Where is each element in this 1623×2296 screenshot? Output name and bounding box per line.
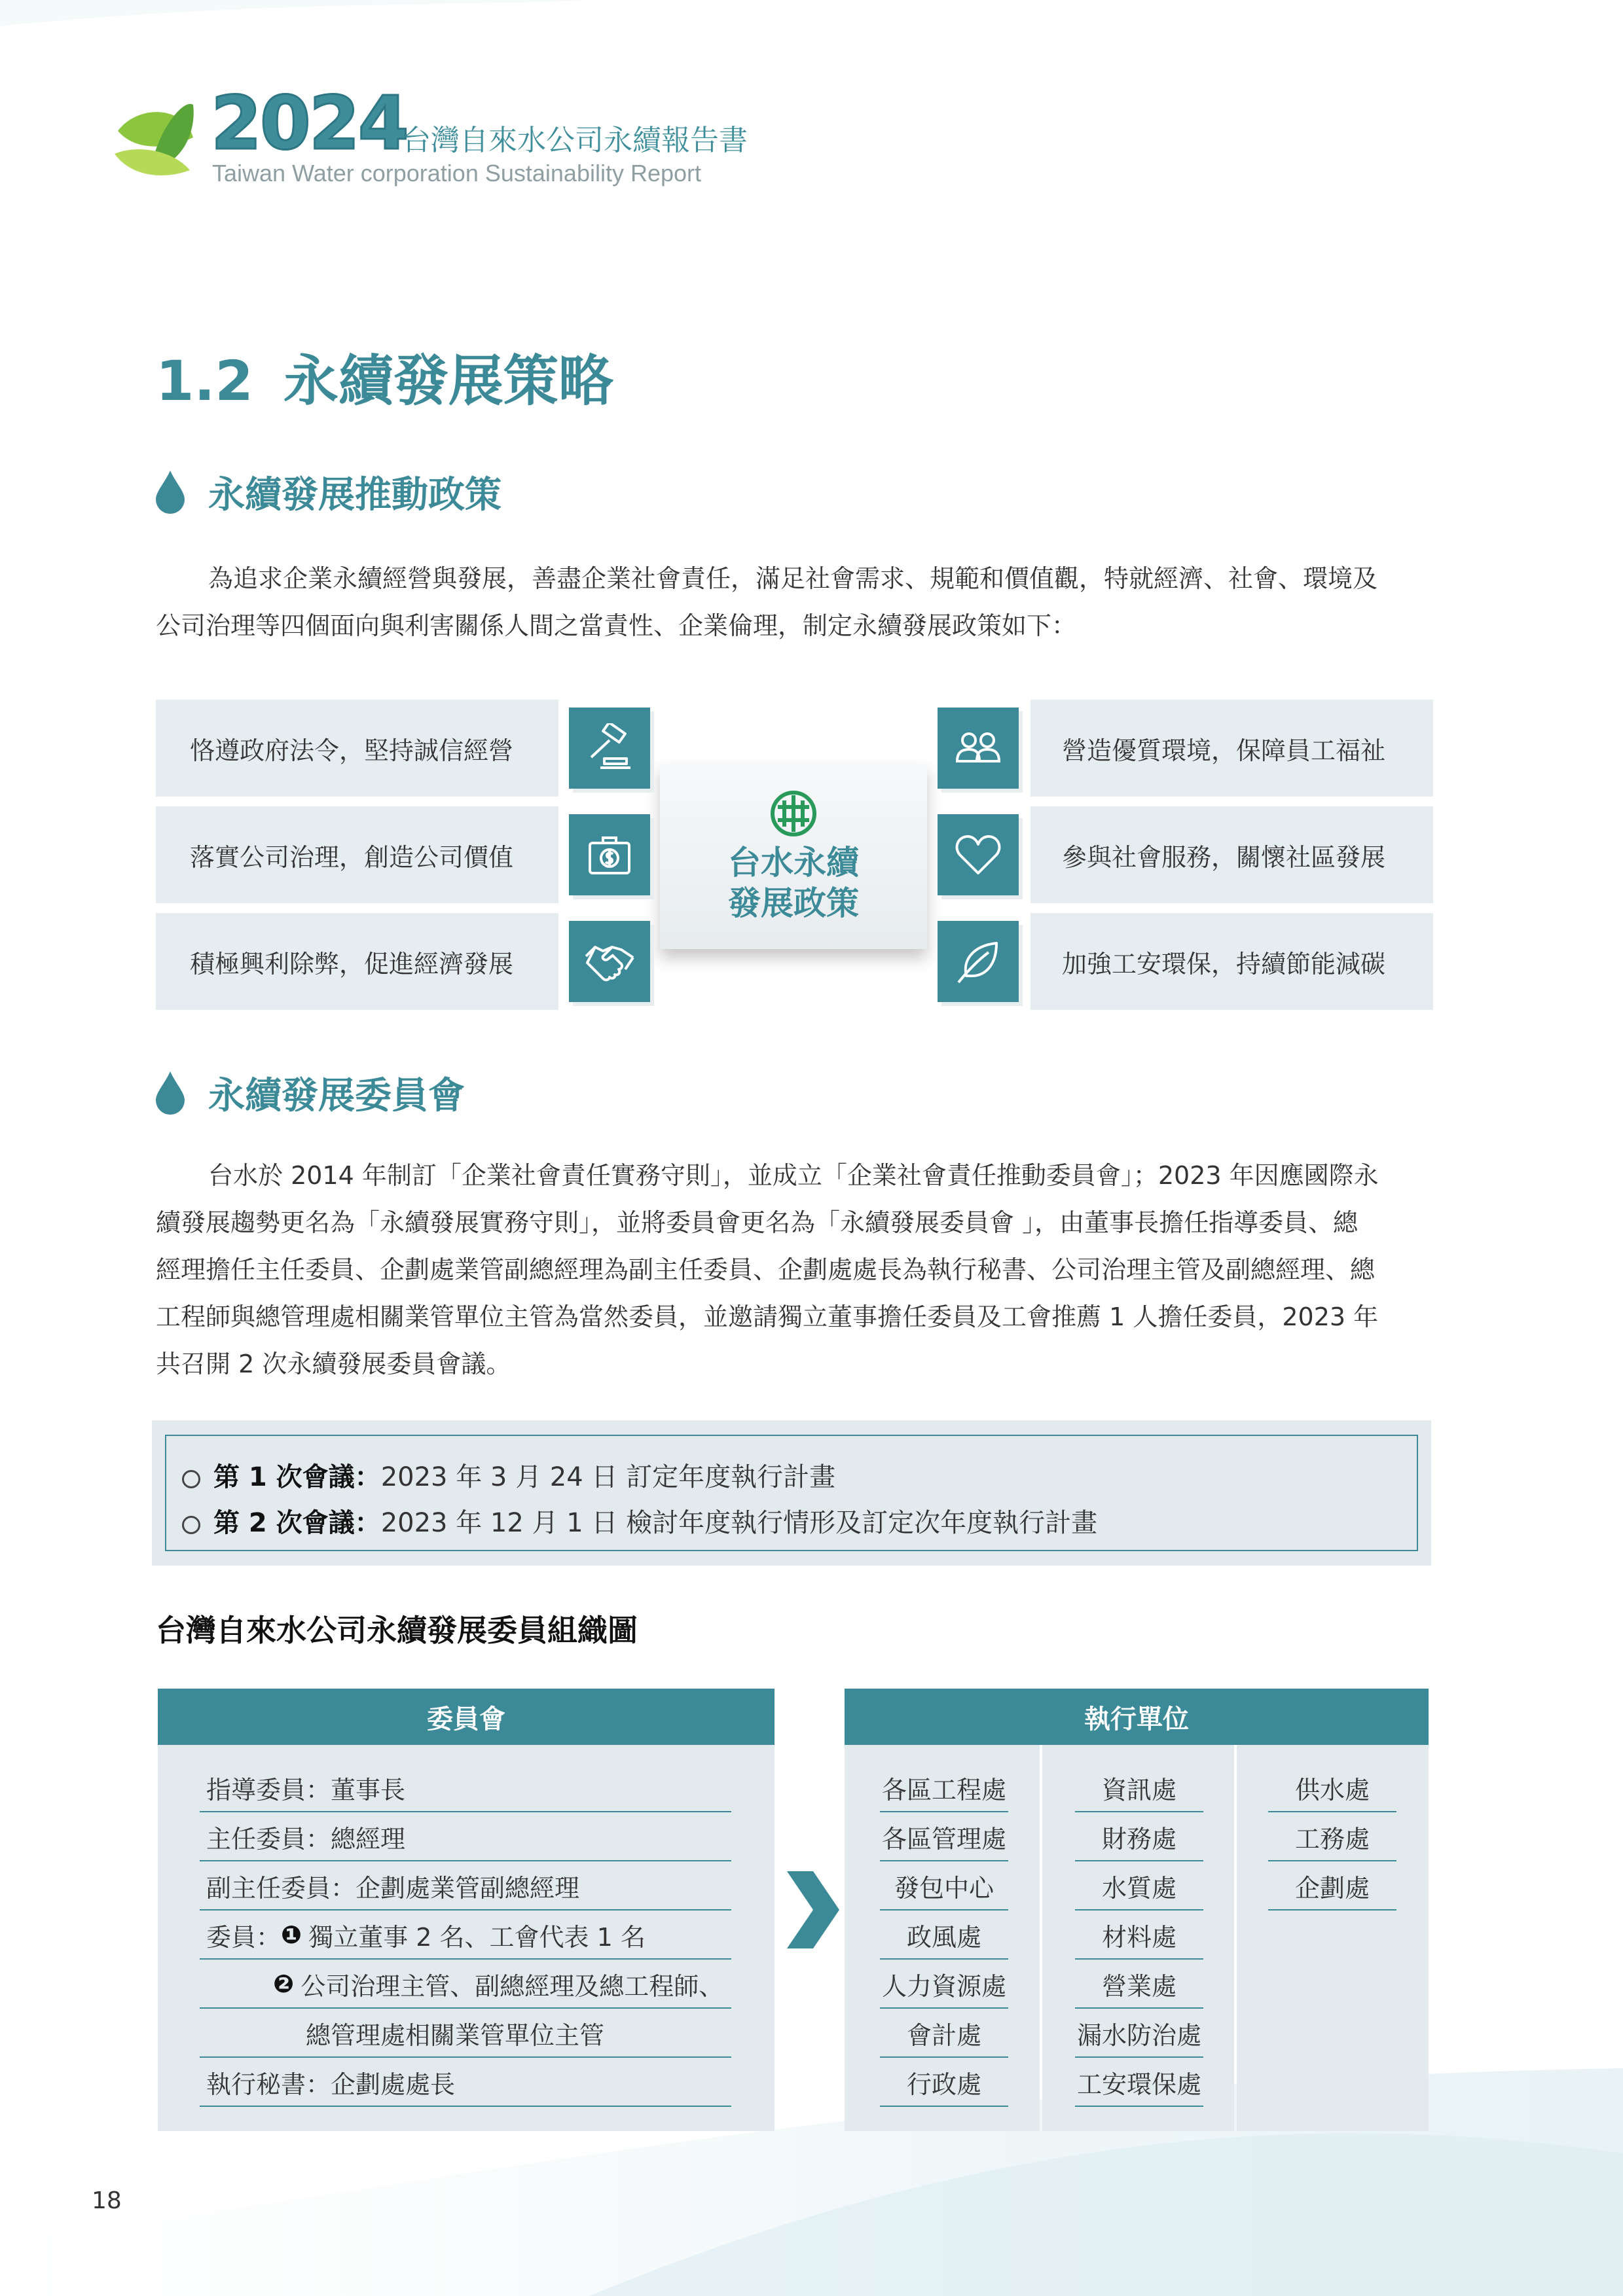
unit-cell: 企劃處 bbox=[1268, 1862, 1396, 1910]
unit-cell: 發包中心 bbox=[880, 1862, 1008, 1910]
policy-item-left-2: 落實公司治理，創造公司價值 bbox=[156, 806, 558, 903]
meeting-label: 第 2 次會議： bbox=[213, 1508, 381, 1538]
leaf-icon bbox=[938, 921, 1019, 1002]
meeting-item bbox=[213, 1500, 1417, 1546]
unit-cell: 工安環保處 bbox=[1075, 2058, 1203, 2107]
unit-cell: 資訊處 bbox=[1075, 1764, 1203, 1812]
org-chart-title: 台灣自來水公司永續發展委員組織圖 bbox=[156, 1613, 638, 1648]
unit-cell: 會計處 bbox=[880, 2009, 1008, 2058]
unit-cell: 政風處 bbox=[880, 1911, 1008, 1960]
policy-heading bbox=[156, 466, 501, 518]
committee-row: 副主任委員：企劃處業管副總經理 bbox=[200, 1862, 731, 1910]
unit-cell: 人力資源處 bbox=[880, 1960, 1008, 2009]
people-icon bbox=[938, 708, 1019, 789]
committee-row: 主任委員：總經理 bbox=[200, 1813, 731, 1861]
committee-member-text: 公司治理主管、副總經理及總工程師、 bbox=[301, 1971, 724, 2001]
committee-heading bbox=[156, 1067, 465, 1119]
committee-member-label: 委員： bbox=[206, 1922, 282, 1952]
gavel-icon bbox=[569, 708, 650, 789]
taiwan-water-logo-icon bbox=[769, 789, 818, 838]
units-panel-header: 執行單位 bbox=[845, 1689, 1429, 1745]
committee-para-line: 續發展趨勢更名為「永續發展實務守則」，並將委員會更名為「永續發展委員會 」，由董事長擔任指導委員、總 bbox=[156, 1208, 1359, 1237]
committee-row bbox=[200, 1911, 731, 1960]
number-1-marker: ❶ bbox=[281, 1920, 302, 1949]
committee-para-line: 台水於 2014 年制訂「企業社會責任實務守則」，並成立「企業社會責任推動委員會」；2023 年因應國際永 bbox=[208, 1161, 1379, 1190]
meetings-box bbox=[165, 1435, 1418, 1551]
policy-item-left-1: 恪遵政府法令，堅持誠信經營 bbox=[156, 700, 558, 797]
unit-cell: 材料處 bbox=[1075, 1911, 1203, 1960]
policy-center-card bbox=[660, 762, 927, 949]
committee-row bbox=[200, 1960, 731, 2009]
committee-row: 總管理處相關業管單位主管 bbox=[200, 2009, 731, 2058]
meeting-label: 第 1 次會議： bbox=[213, 1462, 381, 1492]
committee-para-line: 經理擔任主任委員、企劃處業管副總經理為副主任委員、企劃處處長為執行秘書、公司治理主管及副總經理、總 bbox=[156, 1255, 1376, 1284]
policy-item-left-3: 積極興利除弊，促進經濟發展 bbox=[156, 913, 558, 1010]
center-title-line2: 發展政策 bbox=[728, 884, 859, 922]
briefcase-dollar-icon bbox=[569, 814, 650, 895]
section-number: 1.2 bbox=[156, 349, 253, 413]
committee-member-text: 獨立董事 2 名、工會代表 1 名 bbox=[308, 1922, 646, 1952]
unit-cell: 漏水防治處 bbox=[1075, 2009, 1203, 2058]
unit-cell: 水質處 bbox=[1075, 1862, 1203, 1910]
unit-cell: 工務處 bbox=[1268, 1813, 1396, 1861]
unit-cell: 各區管理處 bbox=[880, 1813, 1008, 1861]
meeting-text: 2023 年 3 月 24 日 訂定年度執行計畫 bbox=[380, 1462, 836, 1492]
leaf-logo-icon bbox=[111, 92, 196, 183]
policy-heading-text: 永續發展推動政策 bbox=[208, 474, 501, 516]
section-title-text: 永續發展策略 bbox=[283, 349, 613, 413]
unit-cell: 行政處 bbox=[880, 2058, 1008, 2107]
unit-cell: 財務處 bbox=[1075, 1813, 1203, 1861]
heart-icon bbox=[938, 814, 1019, 895]
committee-row: 指導委員：董事長 bbox=[200, 1764, 731, 1812]
policy-item-right-1: 營造優質環境，保障員工福祉 bbox=[1030, 700, 1433, 797]
handshake-icon bbox=[569, 921, 650, 1002]
policy-item-right-2: 參與社會服務，關懷社區發展 bbox=[1030, 806, 1433, 903]
committee-row: 執行秘書：企劃處處長 bbox=[200, 2058, 731, 2107]
policy-item-right-3: 加強工安環保，持續節能減碳 bbox=[1030, 913, 1433, 1010]
report-year: 2024 bbox=[211, 81, 407, 166]
meeting-text: 2023 年 12 月 1 日 檢討年度執行情形及訂定次年度執行計畫 bbox=[380, 1508, 1098, 1538]
report-title-en: Taiwan Water corporation Sustainability Report bbox=[212, 160, 702, 187]
meeting-item bbox=[213, 1454, 1417, 1500]
committee-heading-text: 永續發展委員會 bbox=[208, 1075, 465, 1117]
center-title-line1: 台水永續 bbox=[728, 843, 859, 882]
number-2-marker: ❷ bbox=[273, 1969, 295, 1998]
policy-intro-line: 為追求企業永續經營與發展，善盡企業社會責任，滿足社會需求、規範和價值觀，特就經濟、社會、環境及 bbox=[208, 564, 1378, 593]
committee-panel-header: 委員會 bbox=[158, 1689, 775, 1745]
chevron-right-icon bbox=[784, 1869, 841, 1951]
section-title bbox=[156, 337, 613, 416]
unit-cell: 營業處 bbox=[1075, 1960, 1203, 2009]
committee-para-line: 工程師與總管理處相關業管單位主管為當然委員，並邀請獨立董事擔任委員及工會推薦 1 人擔任委員，2023 年 bbox=[156, 1302, 1379, 1331]
report-title-cn: 台灣自來水公司永續報告書 bbox=[402, 124, 748, 157]
page-number: 18 bbox=[92, 2187, 122, 2214]
water-drop-icon bbox=[156, 1071, 185, 1115]
water-drop-icon bbox=[156, 471, 185, 514]
committee-paragraph bbox=[156, 1152, 1432, 1388]
committee-para-line: 共召開 2 次永續發展委員會議。 bbox=[156, 1350, 511, 1378]
unit-cell: 各區工程處 bbox=[880, 1764, 1008, 1812]
unit-cell: 供水處 bbox=[1268, 1764, 1396, 1812]
policy-intro-line: 公司治理等四個面向與利害關係人間之當責性、企業倫理，制定永續發展政策如下： bbox=[156, 611, 1077, 640]
policy-intro bbox=[156, 555, 1432, 649]
